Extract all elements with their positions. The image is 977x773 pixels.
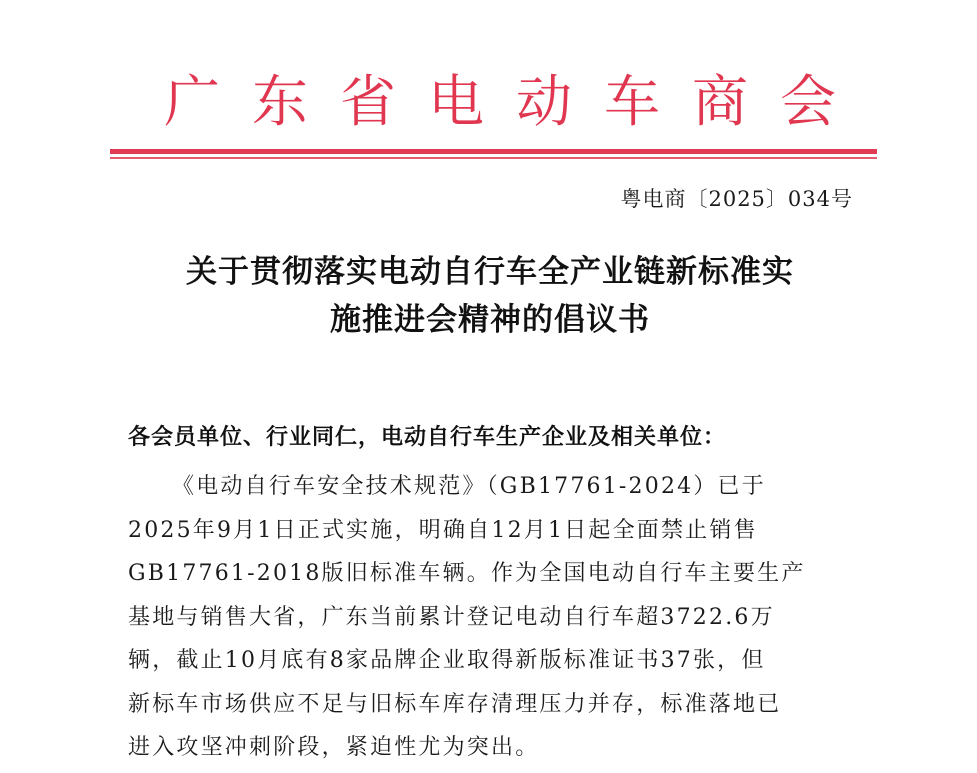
- letterhead-char: 东: [252, 70, 308, 135]
- letterhead-divider-thick: [110, 149, 877, 154]
- body-line: 进入攻坚冲刺阶段，紧迫性尤为突出。: [128, 735, 540, 760]
- salutation: 各会员单位、行业同仁，电动自行车生产企业及相关单位：: [128, 424, 727, 450]
- letterhead-char: 动: [516, 70, 572, 135]
- letterhead-char: 车: [604, 70, 660, 135]
- body-line: GB17761-2018版旧标准车辆。作为全国电动自行车主要生产: [128, 561, 806, 586]
- body-paragraph: [128, 465, 852, 770]
- document-title-line: 施推进会精神的倡议书: [330, 302, 650, 338]
- letterhead-divider-thin: [110, 157, 877, 159]
- letterhead-organization-name: [160, 58, 840, 138]
- document-title-line: 关于贯彻落实电动自行车全产业链新标准实: [186, 254, 794, 290]
- letterhead-char: 广: [164, 70, 220, 135]
- body-line: 辆，截止10月底有8家品牌企业取得新版标准证书37张，但: [128, 648, 766, 673]
- document-number: 粤电商〔2025〕034号: [620, 187, 853, 211]
- body-line: 2025年9月1日正式实施，明确自12月1日起全面禁止销售: [128, 517, 758, 543]
- letterhead-char: 会: [780, 70, 836, 135]
- letterhead-char: 省: [340, 70, 396, 135]
- letterhead-char: 商: [692, 70, 748, 135]
- document-title: [100, 248, 880, 344]
- body-line: 新标车市场供应不足与旧标车库存清理压力并存，标准落地已: [128, 691, 782, 717]
- letterhead-char: 电: [428, 70, 484, 135]
- body-line: 基地与销售大省，广东当前累计登记电动自行车超3722.6万: [128, 604, 775, 630]
- body-line: 《电动自行车安全技术规范》（GB17761-2024）已于: [172, 474, 766, 499]
